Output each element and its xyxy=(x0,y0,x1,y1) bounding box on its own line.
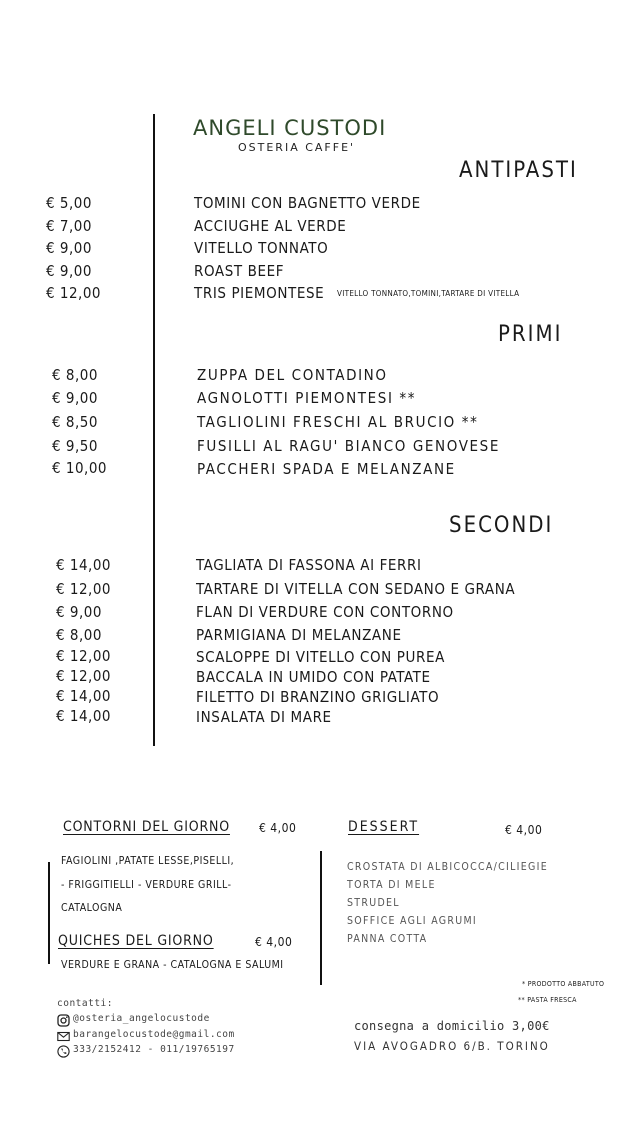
contorni-price: € 4,00 xyxy=(259,821,297,835)
secondi-item: PARMIGIANA DI MELANZANE xyxy=(196,626,402,644)
logo-subtitle: OSTERIA CAFFE' xyxy=(238,141,356,154)
instagram-icon xyxy=(57,1012,70,1025)
secondi-item: SCALOPPE DI VITELLO CON PUREA xyxy=(196,648,445,666)
dessert-item: STRUDEL xyxy=(347,897,400,909)
secondi-item: TARTARE DI VITELLA CON SEDANO E GRANA xyxy=(196,580,516,598)
secondi-price: € 12,00 xyxy=(56,647,111,665)
email-address[interactable]: barangelocustode@gmail.com xyxy=(73,1029,235,1040)
antipasti-price: € 7,00 xyxy=(46,217,92,235)
contacts-label: contatti: xyxy=(57,998,113,1009)
antipasti-price: € 5,00 xyxy=(46,194,92,212)
logo-title: ANGELI CUSTODI xyxy=(193,116,387,140)
secondi-price: € 12,00 xyxy=(56,667,111,685)
primi-item: PACCHERI SPADA E MELANZANE xyxy=(197,460,456,478)
dessert-item: CROSTATA DI ALBICOCCA/CILIEGIE xyxy=(347,861,548,873)
quiches-title: QUICHES DEL GIORNO xyxy=(58,933,214,949)
primi-item: ZUPPA DEL CONTADINO xyxy=(197,366,388,384)
antipasti-item: VITELLO TONNATO xyxy=(194,239,329,257)
dessert-item: PANNA COTTA xyxy=(347,933,428,945)
mail-icon xyxy=(57,1028,70,1041)
antipasti-item: TOMINI CON BAGNETTO VERDE xyxy=(194,194,421,212)
antipasti-title: ANTIPASTI xyxy=(459,158,578,183)
secondi-price: € 8,00 xyxy=(56,626,102,644)
secondi-price: € 14,00 xyxy=(56,556,111,574)
secondi-item: FILETTO DI BRANZINO GRIGLIATO xyxy=(196,688,440,706)
secondi-price: € 14,00 xyxy=(56,687,111,705)
primi-price: € 9,50 xyxy=(52,437,98,455)
contorni-line: - FRIGGITIELLI - VERDURE GRILL- xyxy=(61,879,232,891)
contorni-line: FAGIOLINI ,PATATE LESSE,PISELLI, xyxy=(61,855,235,867)
secondi-price: € 14,00 xyxy=(56,707,111,725)
dessert-item: SOFFICE AGLI AGRUMI xyxy=(347,915,478,927)
quiches-price: € 4,00 xyxy=(255,935,293,949)
dessert-item: TORTA DI MELE xyxy=(347,879,436,891)
instagram-handle[interactable]: @osteria_angelocustode xyxy=(73,1013,210,1024)
primi-price: € 8,50 xyxy=(52,413,98,431)
antipasti-price: € 9,00 xyxy=(46,239,92,257)
primi-price: € 10,00 xyxy=(52,459,107,477)
antipasti-item: ROAST BEEF xyxy=(194,262,285,280)
main-divider xyxy=(153,114,155,746)
antipasti-price: € 12,00 xyxy=(46,284,101,302)
dessert-title: DESSERT xyxy=(348,819,420,835)
quiches-line: VERDURE E GRANA - CATALOGNA E SALUMI xyxy=(61,959,284,971)
secondi-item: BACCALA IN UMIDO CON PATATE xyxy=(196,668,431,686)
delivery-info: consegna a domicilio 3,00€ xyxy=(354,1019,550,1033)
antipasti-price: € 9,00 xyxy=(46,262,92,280)
antipasti-item: TRIS PIEMONTESE xyxy=(194,284,325,302)
primi-item: FUSILLI AL RAGU' BIANCO GENOVESE xyxy=(197,437,500,455)
antipasti-note: VITELLO TONNATO,TOMINI,TARTARE DI VITELLA xyxy=(337,289,520,298)
phone-numbers[interactable]: 333/2152412 - 011/19765197 xyxy=(73,1044,235,1055)
note-pasta-fresca: ** PASTA FRESCA xyxy=(518,996,577,1004)
secondi-item: FLAN DI VERDURE CON CONTORNO xyxy=(196,603,454,621)
primi-price: € 8,00 xyxy=(52,366,98,384)
antipasti-item: ACCIUGHE AL VERDE xyxy=(194,217,347,235)
secondi-item: TAGLIATA DI FASSONA AI FERRI xyxy=(196,556,422,574)
secondi-title: SECONDI xyxy=(449,513,554,538)
phone-icon xyxy=(57,1043,70,1056)
primi-title: PRIMI xyxy=(498,322,563,347)
contorni-line: CATALOGNA xyxy=(61,902,123,914)
primi-item: AGNOLOTTI PIEMONTESI ** xyxy=(197,389,417,407)
primi-item: TAGLIOLINI FRESCHI AL BRUCIO ** xyxy=(197,413,479,431)
note-abbattuto: * PRODOTTO ABBATUTO xyxy=(522,980,605,988)
secondi-item: INSALATA DI MARE xyxy=(196,708,332,726)
contorni-divider xyxy=(48,862,50,964)
dessert-price: € 4,00 xyxy=(505,823,543,837)
dessert-divider xyxy=(320,851,322,985)
secondi-price: € 12,00 xyxy=(56,580,111,598)
contorni-title: CONTORNI DEL GIORNO xyxy=(63,819,230,835)
address: VIA AVOGADRO 6/B. TORINO xyxy=(354,1039,550,1053)
secondi-price: € 9,00 xyxy=(56,603,102,621)
primi-price: € 9,00 xyxy=(52,389,98,407)
